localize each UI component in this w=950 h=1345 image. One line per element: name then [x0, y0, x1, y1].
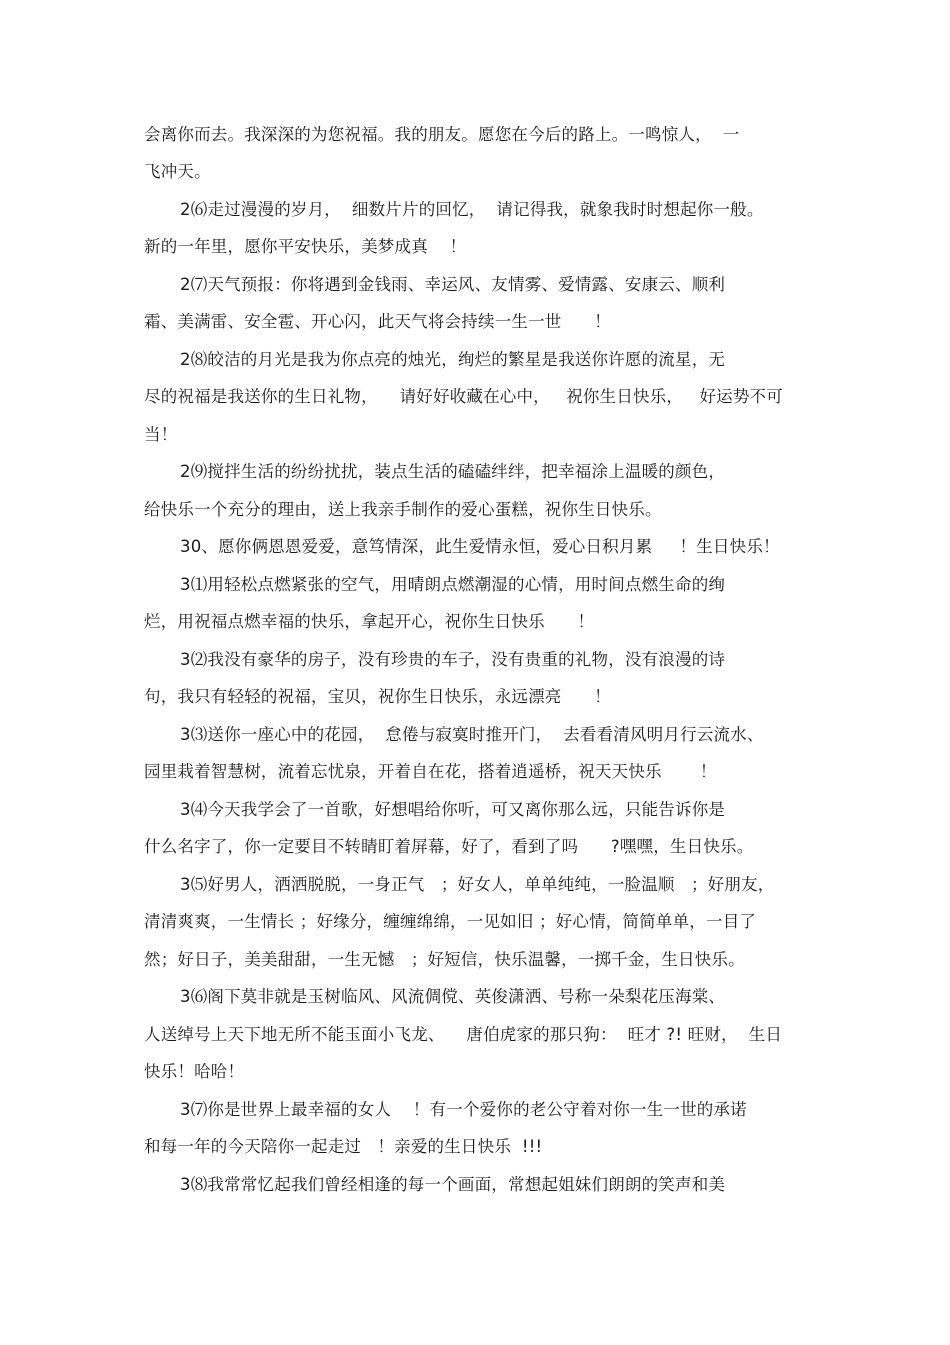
paragraph-start-line: 2⑺天气预报：你将遇到金钱雨、幸运风、友情雾、爱情露、安康云、顺利 — [180, 275, 726, 294]
text-line: 给快乐一个充分的理由，送上我亲手制作的爱心蛋糕，祝你生日快乐。 — [144, 500, 662, 519]
text-line: 人送绰号上天下地无所不能玉面小飞龙、 唐伯虎家的那只狗： 旺才 ?! 旺财， 生日 — [144, 1025, 783, 1044]
paragraph-start-line: 3⑺你是世界上最幸福的女人 ！有一个爱你的老公守着对你一生一世的承诺 — [180, 1100, 747, 1119]
paragraph-start-line: 3⑸好男人，洒洒脱脱，一身正气 ；好女人，单单纯纯，一脸温顺 ；好朋友， — [180, 875, 775, 894]
paragraph-start-line: 3⑻我常常忆起我们曾经相逢的每一个画面，常想起姐妹们朗朗的笑声和美 — [180, 1175, 726, 1194]
text-line: 会离你而去。我深深的为您祝福。我的朋友。愿您在今后的路上。一鸣惊人， 一 — [144, 125, 740, 144]
paragraph-start-line: 3⑶送你一座心中的花园， 怠倦与寂寞时推开门， 去看看清风明月行云流水、 — [180, 725, 764, 744]
paragraph-start-line: 2⑻皎洁的月光是我为你点亮的烛光，绚烂的繁星是我送你许愿的流星，无 — [180, 350, 726, 369]
text-line: 当！ — [144, 425, 178, 444]
text-line: 什么名字了，你一定要目不转睛盯着屏幕，好了，看到了吗 ?嘿嘿，生日快乐。 — [144, 837, 754, 856]
text-line: 霜、美满雷、安全雹、开心闪，此天气将会持续一生一世 ！ — [144, 312, 611, 331]
text-line: 烂，用祝福点燃幸福的快乐，拿起开心，祝你生日快乐 ！ — [144, 612, 595, 631]
text-line: 飞冲天。 — [144, 162, 211, 181]
paragraph-start-line: 3⑴用轻松点燃紧张的空气，用晴朗点燃潮湿的心情，用时间点燃生命的绚 — [180, 575, 726, 594]
text-line: 清清爽爽，一生情长 ；好缘分，缠缠绵绵，一见如旧 ；好心情，简简单单，一目了 — [144, 912, 757, 931]
text-line: 新的一年里，愿你平安快乐，美梦成真 ！ — [144, 237, 467, 256]
paragraph-start-line: 2⑼搅拌生活的纷纷扰扰，装点生活的磕磕绊绊，把幸福涂上温暖的颜色， — [180, 462, 726, 481]
paragraph-start-line: 3⑵我没有豪华的房子，没有珍贵的车子，没有贵重的礼物，没有浪漫的诗 — [180, 650, 726, 669]
text-line: 和每一年的今天陪你一起走过 ！亲爱的生日快乐 !!! — [144, 1137, 543, 1156]
paragraph-start-line: 3⑹阁下莫非就是玉树临风、风流倜傥、英俊潇洒、号称一朵梨花压海棠、 — [180, 987, 726, 1006]
paragraph-start-line: 30、愿你俩恩恩爱爱，意笃情深，此生爱情永恒，爱心日积月累 ！生日快乐！ — [180, 537, 780, 556]
text-line: 句，我只有轻轻的祝福，宝贝，祝你生日快乐，永远漂亮 ！ — [144, 687, 611, 706]
paragraph-start-line: 3⑷今天我学会了一首歌，好想唱给你听，可又离你那么远，只能告诉你是 — [180, 800, 726, 819]
paragraph-start-line: 2⑹走过漫漫的岁月， 细数片片的回忆， 请记得我，就象我时时想起你一般。 — [180, 200, 764, 219]
text-line: 园里栽着智慧树，流着忘忧泉，开着自在花，搭着逍遥桥，祝天天快乐 ！ — [144, 762, 717, 781]
text-line: 尽的祝福是我送你的生日礼物， 请好好收藏在心中， 祝你生日快乐， 好运势不可 — [144, 387, 783, 406]
text-line: 然；好日子，美美甜甜，一生无憾 ；好短信，快乐温馨，一掷千金，生日快乐。 — [144, 950, 745, 969]
text-line: 快乐！哈哈！ — [144, 1062, 245, 1081]
